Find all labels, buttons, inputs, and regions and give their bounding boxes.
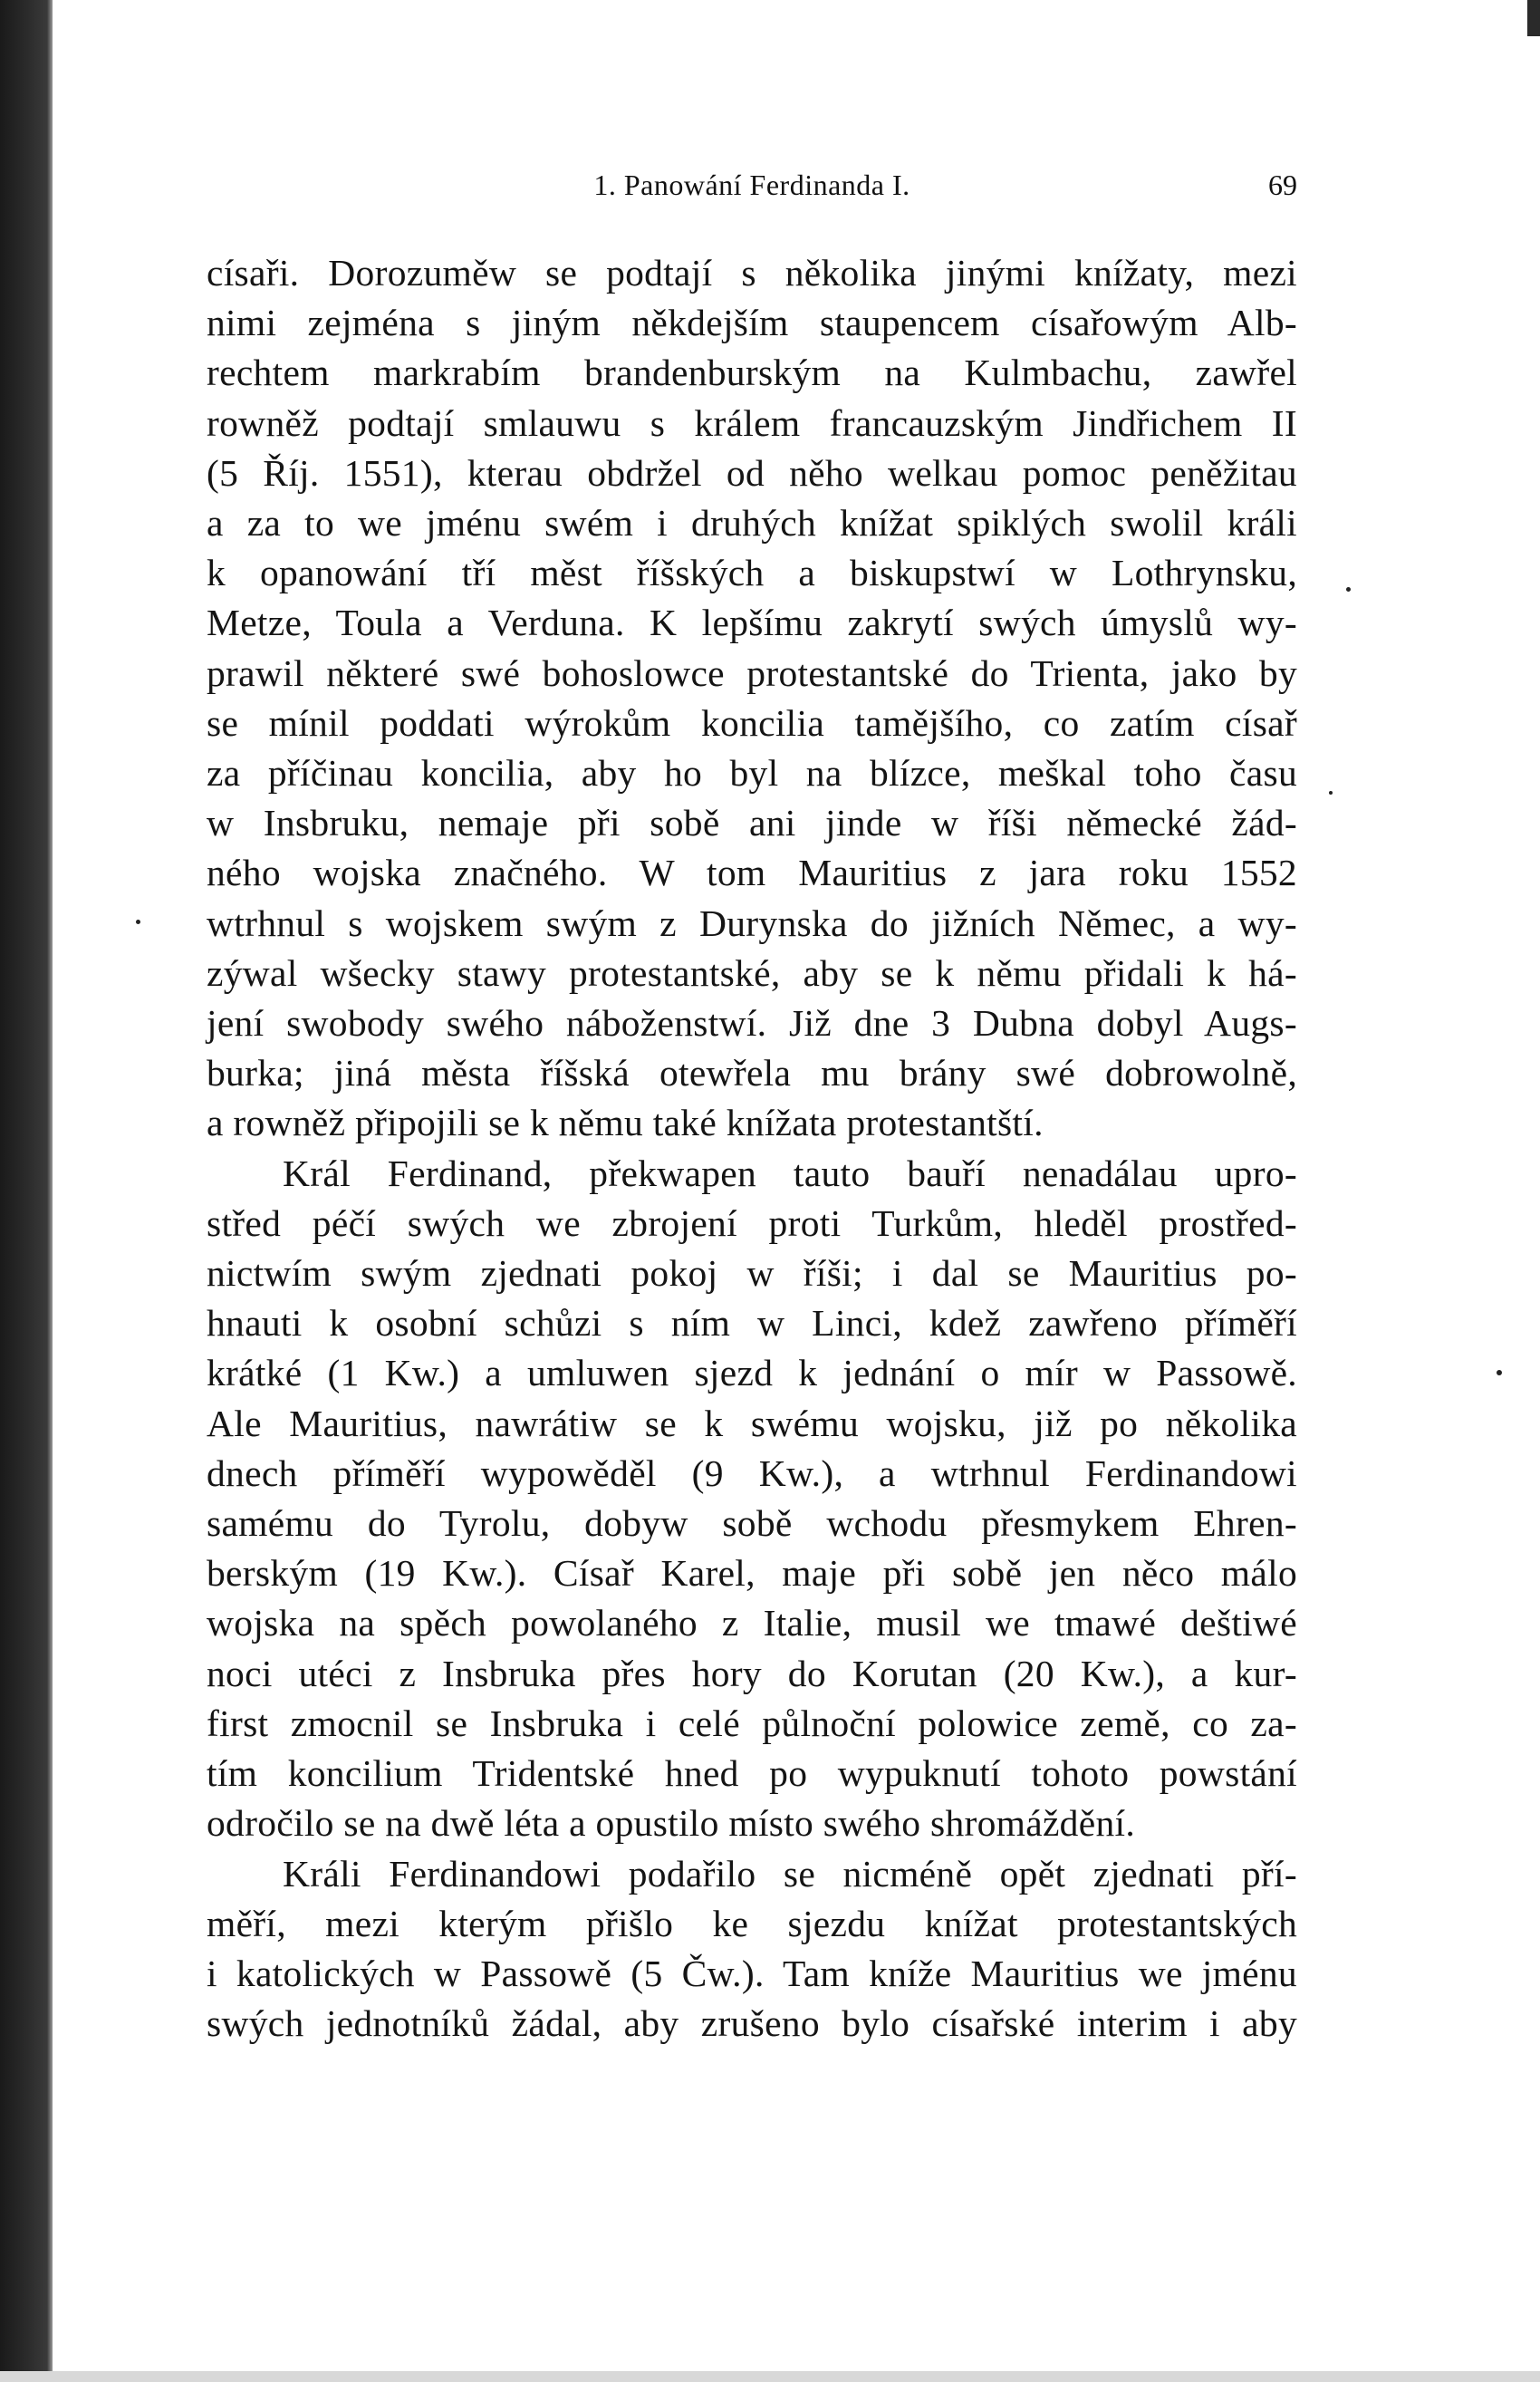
margin-speck bbox=[1346, 587, 1351, 592]
page-number: 69 bbox=[1268, 169, 1297, 201]
text-line: tím koncilium Tridentské hned po wypuknutí tohoto powstání bbox=[207, 1752, 1297, 1795]
text-line: burka; jiná města říšská otewřela mu brány swé dobrowolně, bbox=[207, 1052, 1297, 1095]
text-line: wtrhnul s wojskem swým z Durynska do jižních Němec, a wy- bbox=[207, 902, 1297, 944]
paragraph bbox=[207, 1849, 1297, 2049]
paragraph bbox=[207, 248, 1297, 1149]
text-line: hnauti k osobní schůzi s ním w Linci, kdež zawřeno příměří bbox=[207, 1302, 1297, 1345]
text-line: prawil některé swé bohoslowce protestantské do Trienta, jako by bbox=[207, 651, 1297, 694]
margin-speck bbox=[136, 920, 140, 924]
text-line: za příčinau koncilia, aby ho byl na blízce, meškal toho času bbox=[207, 752, 1297, 795]
text-line: zýwal wšecky stawy protestantské, aby se k němu přidali k há- bbox=[207, 951, 1297, 994]
text-line: w Insbruku, nemaje při sobě ani jinde w říši německé žád- bbox=[207, 802, 1297, 844]
text-line: dnech příměří wypowěděl (9 Kw.), a wtrhnul Ferdinandowi bbox=[207, 1451, 1297, 1494]
running-title: 1. Panowání Ferdinanda I. bbox=[593, 169, 910, 201]
body-text bbox=[207, 248, 1297, 2049]
text-line: Král Ferdinand, překwapen tauto bauří nenadálau upro- bbox=[283, 1152, 1297, 1194]
text-line: a za to we jménu swém i druhých knížat spiklých swolil králi bbox=[207, 502, 1297, 545]
text-line: Metze, Toula a Verduna. K lepšímu zakrytí swých úmyslů wy- bbox=[207, 602, 1297, 644]
text-line: se mínil poddati wýrokům koncilia tamějšího, co zatím císař bbox=[207, 701, 1297, 744]
text-line: měří, mezi kterým přišlo ke sjezdu knížat protestantských bbox=[207, 1902, 1297, 1944]
text-line: a rowněž připojili se k němu také knížata protestantští. bbox=[207, 1102, 1044, 1144]
text-line: střed péčí swých we zbrojení proti Turkům, hleděl prostřed- bbox=[207, 1201, 1297, 1244]
text-line: nictwím swým zjednati pokoj w říši; i dal se Mauritius po- bbox=[207, 1252, 1297, 1295]
scan-right-edge bbox=[1527, 0, 1540, 36]
margin-speck bbox=[1329, 791, 1333, 795]
text-line: samému do Tyrolu, dobyw sobě wchodu přesmykem Ehren- bbox=[207, 1502, 1297, 1545]
paragraph bbox=[207, 1149, 1297, 1849]
text-line: odročilo se na dwě léta a opustilo místo swého shromáždění. bbox=[207, 1802, 1136, 1845]
running-header bbox=[207, 169, 1297, 214]
text-line: (5 Říj. 1551), kterau obdržel od něho welkau pomoc peněžitau bbox=[207, 451, 1297, 494]
margin-speck bbox=[1497, 1370, 1502, 1375]
scan-left-edge bbox=[0, 0, 53, 2382]
text-line: rechtem markrabím brandenburským na Kulmbachu, zawřel bbox=[207, 352, 1297, 394]
text-line: i katolických w Passowě (5 Čw.). Tam kníže Mauritius we jménu bbox=[207, 1952, 1297, 1994]
text-line: císaři. Dorozuměw se podtají s několika jinými knížaty, mezi bbox=[207, 252, 1297, 294]
text-line: jení swobody swého náboženstwí. Již dne 3 Dubna dobyl Augs- bbox=[207, 1002, 1297, 1045]
text-line: swých jednotníků žádal, aby zrušeno bylo císařské interim i aby bbox=[207, 2002, 1297, 2045]
text-line: Králi Ferdinandowi podařilo se nicméně opět zjednati pří- bbox=[283, 1852, 1297, 1895]
text-line: first zmocnil se Insbruka i celé půlnoční polowice země, co za- bbox=[207, 1702, 1297, 1744]
text-line: krátké (1 Kw.) a umluwen sjezd k jednání o mír w Passowě. bbox=[207, 1352, 1297, 1394]
text-line: berským (19 Kw.). Císař Karel, maje při sobě jen něco málo bbox=[207, 1552, 1297, 1595]
text-line: noci utéci z Insbruka přes hory do Korutan (20 Kw.), a kur- bbox=[207, 1652, 1297, 1694]
text-line: wojska na spěch powolaného z Italie, musil we tmawé deštiwé bbox=[207, 1602, 1297, 1644]
text-line: k opanowání tří měst říšských a biskupstwí w Lothrynsku, bbox=[207, 552, 1297, 594]
text-line: nimi zejména s jiným někdejším staupencem císařowým Alb- bbox=[207, 302, 1297, 344]
text-line: ného wojska značného. W tom Mauritius z jara roku 1552 bbox=[207, 852, 1297, 894]
text-line: rowněž podtají smlauwu s králem francauzským Jindřichem II bbox=[207, 401, 1297, 444]
scan-bottom-edge bbox=[0, 2371, 1540, 2382]
text-line: Ale Mauritius, nawrátiw se k swému wojsku, již po několika bbox=[207, 1402, 1297, 1444]
